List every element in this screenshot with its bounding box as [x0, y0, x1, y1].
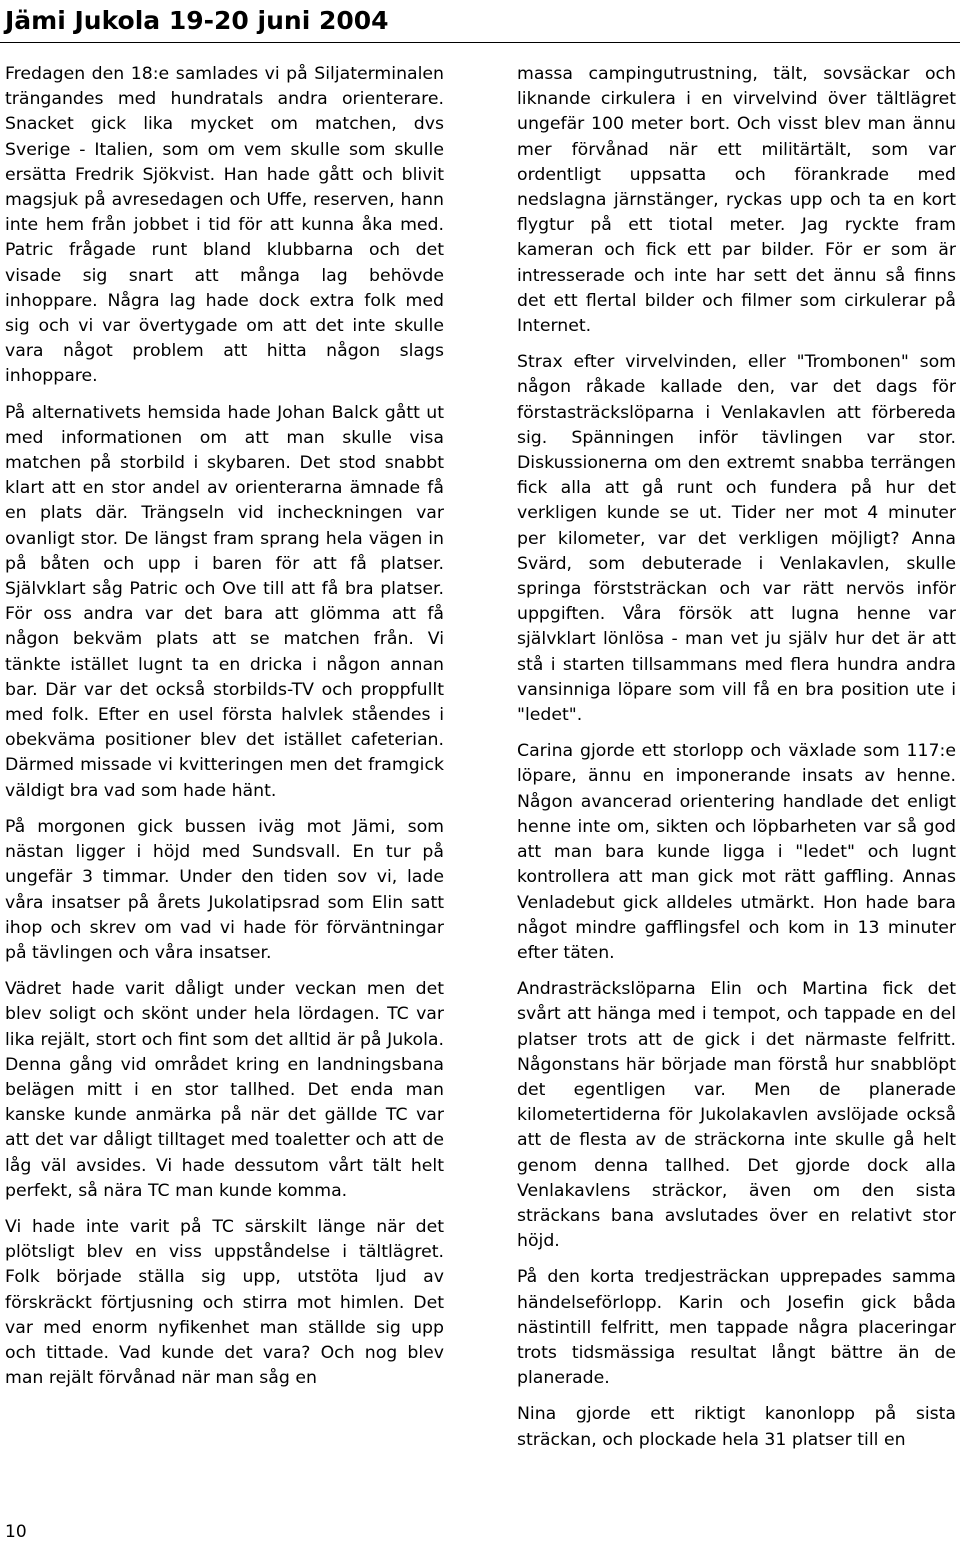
paragraph: Andrasträckslöparna Elin och Martina fick det svårt att hänga med i tempot, och tappade en del platser trots att de gick i det närmaste felfritt. Någonstans här började man förstå hur snabblöpt det egentligen var. Men de planerade kilometertiderna för Jukolakavlen avslöjade också att de flesta av de sträckorna inte skulle gå helt genom denna tallhed. Det gjorde dock alla Venlakavlens sträckor, även om den sista sträckans bana avslutades över en relativt stor höjd. — [517, 979, 956, 1252]
paragraph: Carina gjorde ett storlopp och växlade som 117:e löpare, ännu en imponerande insats av henne. Någon avancerad orientering handlade det enligt henne inte om, sikten och löpbarheten var så god att man bara kunde ligga i "ledet" och lugnt kontrollera att man gick mot rätt gaffling. Annas Venladebut gick alldeles utmärkt. Hon hade bara något mindre gafflingsfel och kom in 13 minuter efter täten. — [517, 741, 956, 963]
paragraph: Nina gjorde ett riktigt kanonlopp på sista sträckan, och plockade hela 31 platser till en — [517, 1404, 956, 1450]
left-column — [5, 62, 444, 1402]
paragraph: Strax efter virvelvinden, eller "Trombonen" som någon råkade kallade den, var det dags för förstasträckslöparna i Venlakavlen att förbereda sig. Spänningen inför tävlingen var stor. Diskussionerna om den extremt snabba terrängen fick alla att gå runt och fundera på hur det verkligen kunde se ut. Tider ner mot 4 minuter per kilometer, var det verkligen möjligt? Anna Svärd, som debuterade i Venlakavlen, skulle springa förststräckan och var rätt nervös inför uppgiften. Våra försök att lugna henne var självklart lönlösa - man vet ju själv hur det är att stå i starten tillsammans med flera hundra andra vansinniga löpare som vill få en bra position ute i "ledet". — [517, 352, 956, 726]
article-title: Jämi Jukola 19-20 juni 2004 — [5, 6, 389, 35]
paragraph: massa campingutrustning, tält, sovsäckar och liknande cirkulera i en virvelvind över tältlägret ungefär 100 meter bort. Och visst blev man ännu mer förvånad när ett militärtält, som var ordentligt uppsatta och förankrade med nedslagna järnstänger, ryckas upp och ta en kort flygtur på ett tiotal meter. Jag ryckte fram kameran och fick ett par bilder. För er som är intresserade och inte har sett det ännu så finns det ett flertal bilder och filmer som cirkulerar på Internet. — [517, 64, 956, 337]
paragraph: Fredagen den 18:e samlades vi på Siljaterminalen trängandes med hundratals andra orienterare. Snacket gick lika mycket om matchen, dvs Sverige - Italien, som om vem skulle som skulle ersätta Fredrik Sjökvist. Han hade gått och blivit magsjuk på avresedagen och Uffe, reserven, hann inte hem från jobbet i tid för att kunna åka med. Patric frågade runt bland klubbarna och det visade sig snart att många lag behövde inhoppare. Några lag hade dock extra folk med sig och vi var övertygade om att det inte skulle vara något problem att hitta någon slags inhoppare. — [5, 64, 444, 387]
paragraph: Vädret hade varit dåligt under veckan men det blev soligt och skönt under hela lördagen. TC var lika rejält, stort och fint som det alltid är på Jukola. Denna gång vid området kring en landningsbana belägen mitt i en stor tallhed. Det enda man kanske kunde anmärka på när det gällde TC var att det var dåligt tilltaget med toaletter och att de låg väl avsides. Vi hade dessutom vårt tält helt perfekt, så nära TC man kunde komma. — [5, 979, 444, 1201]
paragraph: På morgonen gick bussen iväg mot Jämi, som nästan ligger i höjd med Sundsvall. En tur på ungefär 3 timmar. Under den tiden sov vi, lade våra insatser på årets Jukolatipsrad som Elin satt ihop och skrev om vad vi hade för förväntningar på tävlingen och våra insatser. — [5, 816, 444, 963]
paragraph: Vi hade inte varit på TC särskilt länge när det plötsligt blev en viss uppståndelse i tältlägret. Folk började ställa sig upp, utstöta ljud av förskräckt förtjusning och stirra mot himlen. Det var med enorm nyfikenhet man ställde sig upp och tittade. Vad kunde det vara? Och nog blev man rejält förvånad när man såg en — [5, 1216, 444, 1389]
page-number: 10 — [5, 1522, 27, 1542]
right-column — [517, 62, 956, 1464]
page-header — [0, 0, 960, 43]
paragraph: På den korta tredjesträckan upprepades samma händelseförlopp. Karin och Josefin gick båda nästintill felfritt, men tappade några placeringar trots tidsmässiga resultat långt bättre än de planerade. — [517, 1267, 956, 1389]
paragraph: På alternativets hemsida hade Johan Balck gått ut med informationen om att man skulle visa matchen på storbild i skybaren. Det stod snabbt klart att en stor andel av orienterarna ämnade få en plats där. Trängseln vid incheckningen var ovanligt stor. De längst fram sprang hela vägen in på båten och upp i baren för att få platser. Självklart såg Patric och Ove till att få bra platser. För oss andra var det bara att glömma att få någon bekväm plats att se matchen från. Vi tänkte istället lugnt ta en dricka i någon annan bar. Där var det också storbilds-TV och proppfullt med folk. Efter en usel första halvlek ståendes i obekväma positioner blev det istället cafeterian. Därmed missade vi kvitteringen men det framgick väldigt bra vad som hade hänt. — [5, 402, 444, 801]
